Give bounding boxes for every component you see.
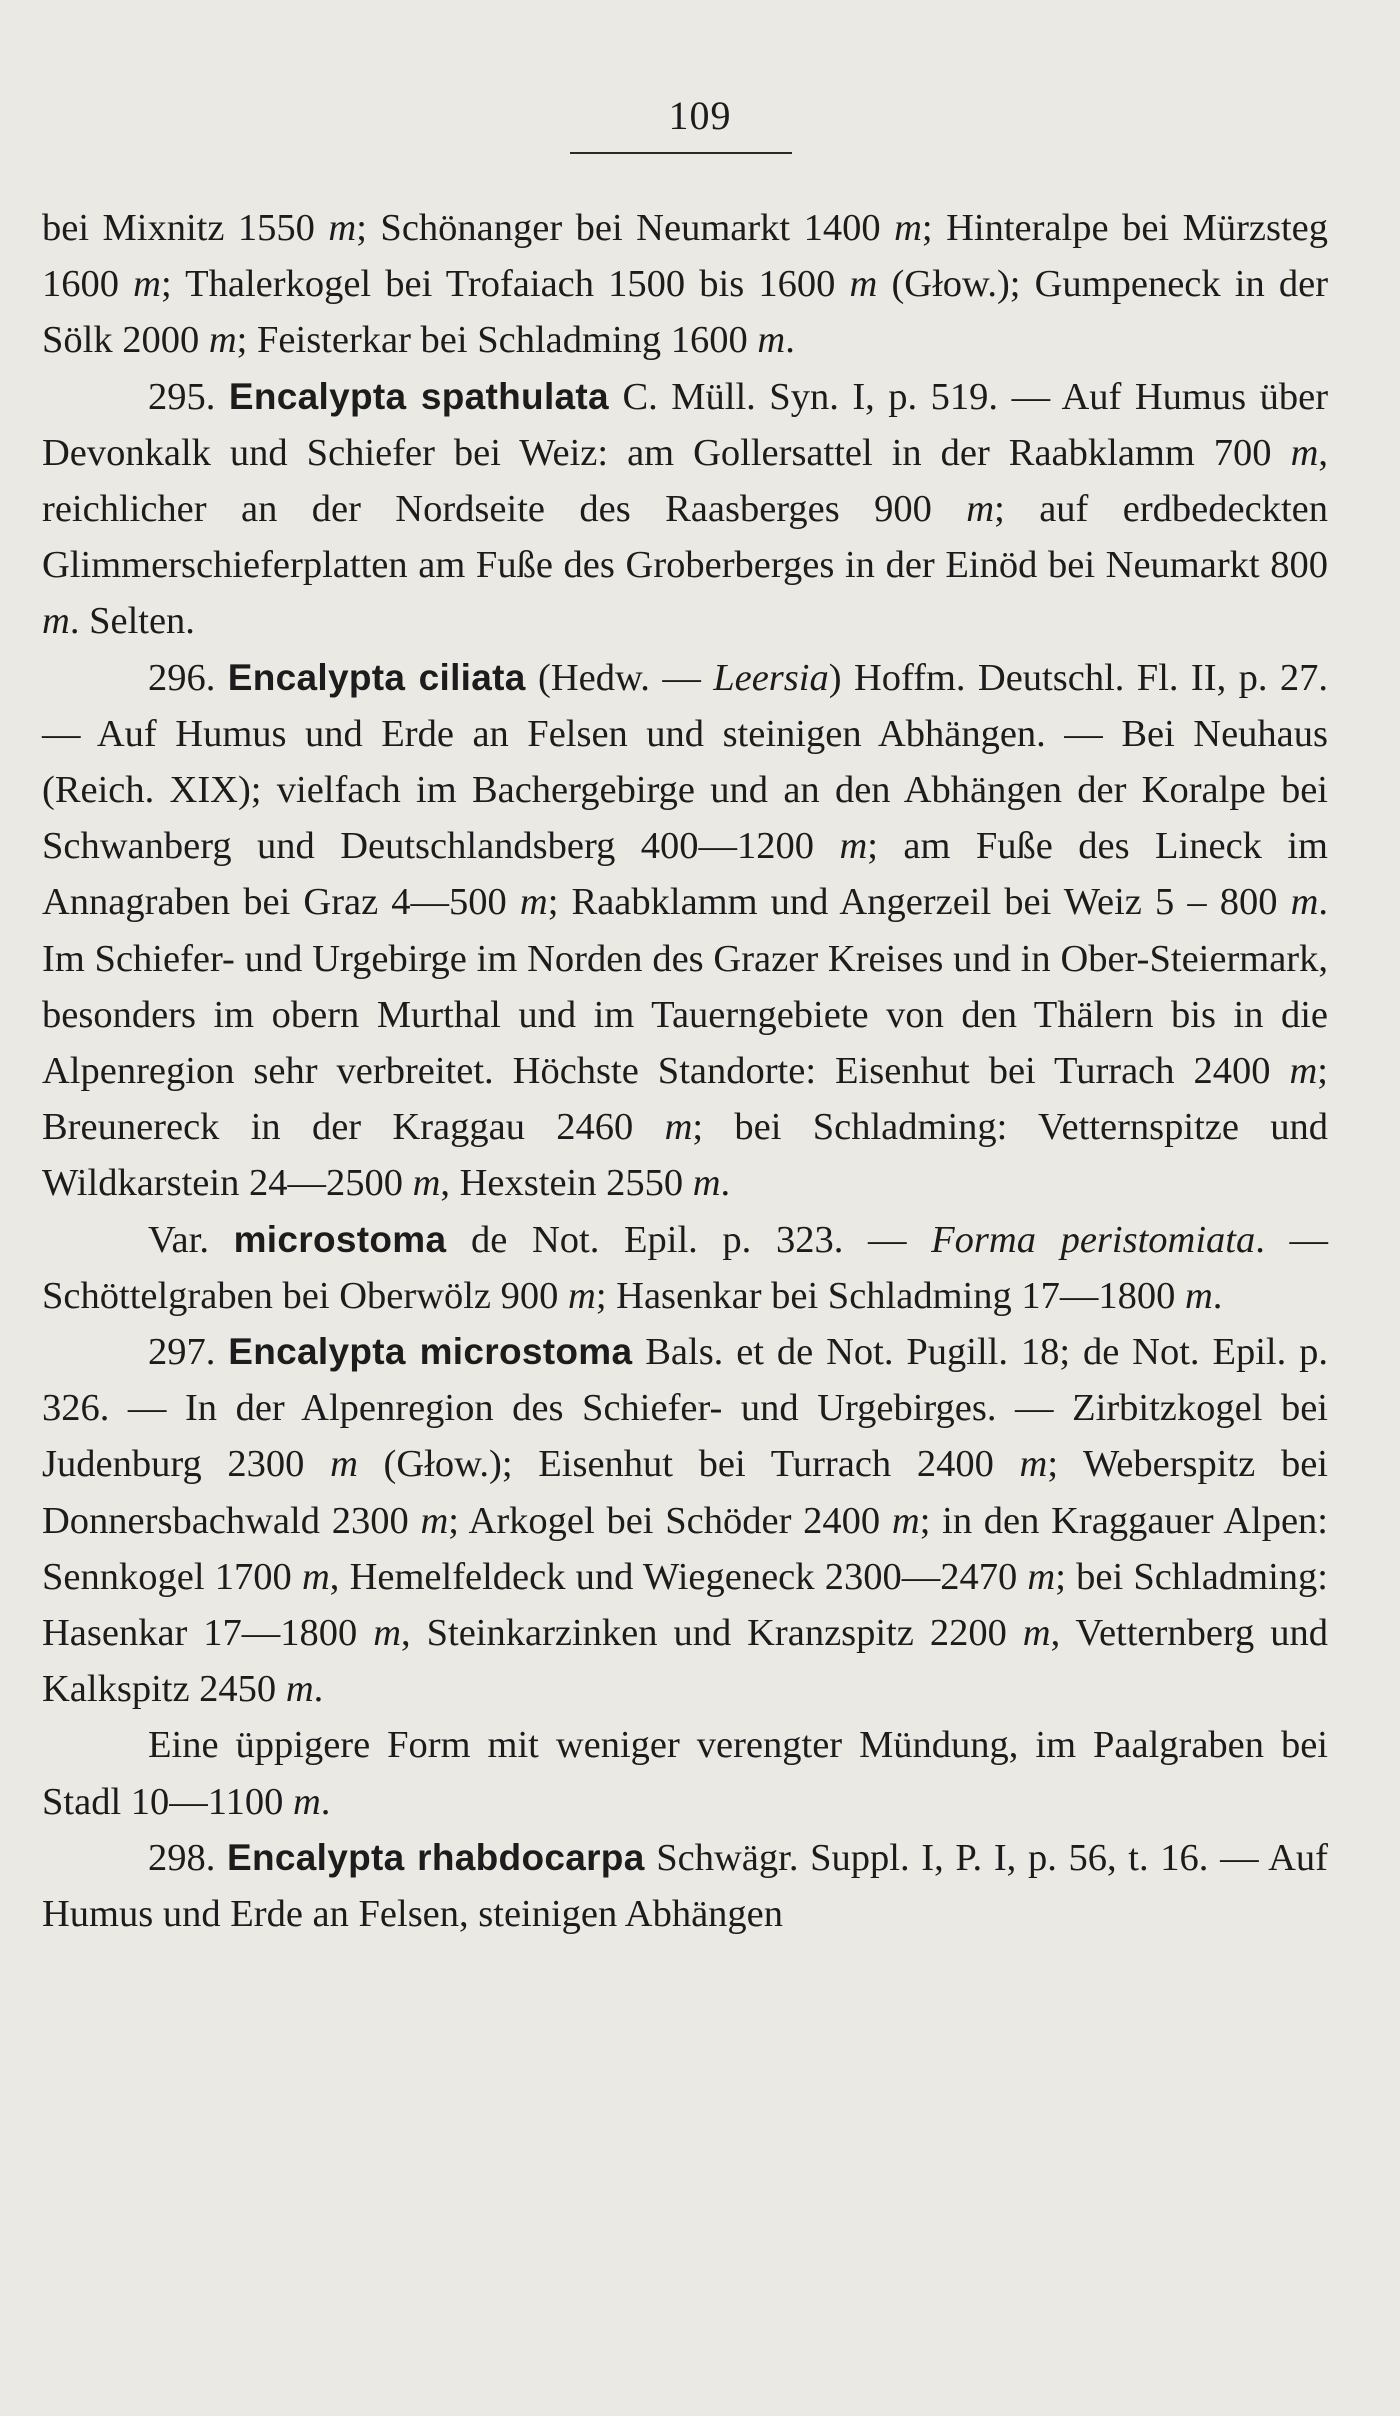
body-text — [42, 200, 1328, 1942]
page-number: 109 — [668, 93, 732, 138]
species-name: Encalypta rhabdocarpa — [227, 1836, 645, 1878]
entry-295: 295. Encalypta spathulata C. Müll. Syn. I, p. 519. — Auf Humus über Devonkalk und Schiefer bei Weiz: am Gollersattel in der Raabklamm 700 m, reichlicher an der Nordseite des Raasberges 900 m; auf erdbedeckten Glimmerschieferplatten am Fuße des Groberberges in der Einöd bei Neumarkt 800 m. Selten. — [42, 375, 1329, 643]
entry-297: 297. Encalypta microstoma Bals. et de Not. Pugill. 18; de Not. Epil. p. 326. — In der Alpenregion des Schiefer- und Urgebirges. — Zirbitzkogel bei Judenburg 2300 m (Głow.); Eisenhut bei Turrach 2400 m; Weberspitz bei Donnersbachwald 2300 m; Arkogel bei Schöder 2400 m; in den Kraggauer Alpen: Sennkogel 1700 m, Hemelfeldeck und Wiegeneck 2300—2470 m; bei Schladming: Hasenkar 17—1800 m, Steinkarzinken und Kranzspitz 2200 m, Vetternberg und Kalkspitz 2450 m. — [42, 1331, 1328, 1711]
entry-296: 296. Encalypta ciliata (Hedw. — Leersia) Hoffm. Deutschl. Fl. II, p. 27. — Auf Humus und Erde an Felsen und steinigen Abhängen. — Bei Neuhaus (Reich. XIX); vielfach im Bachergebirge und an den Abhängen der Koralpe bei Schwanberg und Deutschlandsberg 400—1200 m; am Fuße des Lineck im Annagraben bei Graz 4—500 m; Raabklamm und Angerzeil bei Weiz 5 – 800 m. Im Schiefer- und Urgebirge im Norden des Grazer Kreises und in Ober-Steiermark, besonders im obern Murthal und im Tauerngebiete von den Thälern bis in die Alpenregion sehr verbreitet. Höchste Standorte: Eisenhut bei Turrach 2400 m; Breunereck in der Kraggau 2460 m; bei Schladming: Vetternspitze und Wildkarstein 24—2500 m, Hexstein 2550 m. — [42, 656, 1328, 1205]
species-name: Encalypta microstoma — [228, 1331, 633, 1373]
species-name: Encalypta spathulata — [228, 375, 609, 417]
variety-microstoma: Var. microstoma de Not. Epil. p. 323. — Forma peristomiata. — Schöttelgraben bei Oberwölz 900 m; Hasenkar bei Schladming 17—1800 m. — [42, 1218, 1329, 1317]
paragraph-continuation: bei Mixnitz 1550 m; Schönanger bei Neumarkt 1400 m; Hinteralpe bei Mürzsteg 1600 m; Thalerkogel bei Trofaiach 1500 bis 1600 m (Głow.); Gumpeneck in der Sölk 2000 m; Feisterkar bei Schladming 1600 m. — [42, 207, 1329, 362]
variety-name: microstoma — [233, 1218, 447, 1260]
entry-298: 298. Encalypta rhabdocarpa Schwägr. Suppl. I, P. I, p. 56, t. 16. — Auf Humus und Erde an Felsen, steinigen Abhängen — [42, 1836, 1328, 1936]
header-rule — [570, 152, 792, 154]
species-name: Encalypta ciliata — [227, 656, 526, 698]
paragraph-form: Eine üppigere Form mit weniger verengter Mündung, im Paalgraben bei Stadl 10—1100 m. — [42, 1724, 1328, 1823]
